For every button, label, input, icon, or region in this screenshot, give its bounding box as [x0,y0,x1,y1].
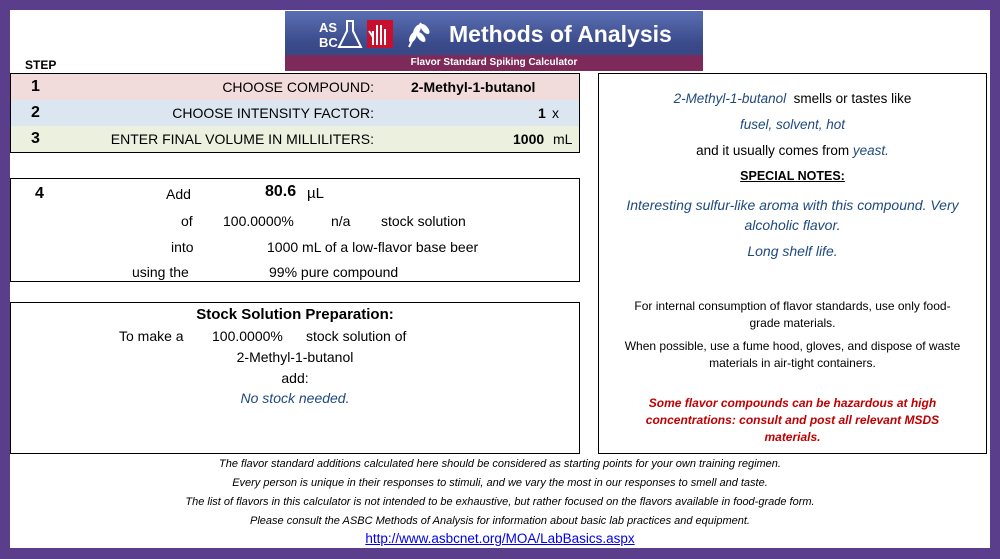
step-2-prompt: CHOOSE INTENSITY FACTOR: [172,105,374,121]
using-text: 99% pure compound [269,264,399,280]
of-stock-solution-text: stock solution [381,213,466,229]
footer-line-4: Please consult the ASBC Methods of Analysis for information about basic lab practices and equipment. [250,515,750,527]
banner-title: Methods of Analysis [449,21,672,47]
step-4-results-panel [10,178,580,282]
step-1-row [11,74,579,100]
hazard-warning-a: Some flavor compounds can be hazardous at high [648,396,937,410]
smells-text: smells or tastes like [793,91,912,106]
compound-info-panel [598,73,987,454]
step-2-row [11,100,579,126]
source-value: yeast. [852,143,889,158]
of-na-value: n/a [331,213,351,229]
add-amount-unit: µL [307,185,324,202]
step-1-prompt: CHOOSE COMPOUND: [222,79,374,95]
volume-unit: mL [553,131,573,147]
smells-line [599,91,986,106]
of-label: of [181,213,193,229]
flavor-descriptors: fusel, solvent, hot [739,117,846,132]
hazard-warning-c: materials. [764,430,821,444]
lab-basics-link[interactable]: http://www.asbcnet.org/MOA/LabBasics.aspx [365,531,635,546]
special-note-2: Long shelf life. [747,243,838,259]
step-3-number: 3 [31,130,40,147]
comes-from-text: and it usually comes from [696,143,850,158]
intensity-unit: x [552,105,559,121]
final-volume-input[interactable]: 1000 [513,131,545,147]
special-note-1a: Interesting sulfur-like aroma with this compound. Very [626,197,959,213]
steps-panel [10,73,580,153]
footer-line-1: The flavor standard additions calculated here should be considered as starting points for your own training regimen. [219,458,781,470]
step-3-row [11,126,579,152]
using-label: using the [132,264,189,280]
hazard-warning-b: concentrations: consult and post all relevant MSDS [645,413,940,427]
footer-line-2: Every person is unique in their responses to stimuli, and we vary the most in our responses to smell and taste. [232,477,768,489]
svg-text:BC: BC [319,35,338,50]
asbc-logo [317,17,441,51]
svg-text:AS: AS [319,20,338,35]
compound-select[interactable]: 2-Methyl-1-butanol [411,79,536,95]
into-label: into [171,239,194,255]
stock-title: Stock Solution Preparation: [196,306,394,323]
stock-percent-value: 100.0000% [212,328,283,344]
stock-solution-of-text: stock solution of [306,328,407,344]
footer-link-row [10,531,990,546]
intensity-factor-select[interactable]: 1 [538,105,546,121]
add-amount-value: 80.6 [265,183,297,200]
special-notes-header: SPECIAL NOTES: [740,169,845,183]
header-banner [285,11,703,71]
info-compound-name: 2-Methyl-1-butanol [673,91,787,106]
stock-result-text: No stock needed. [240,390,350,406]
step-2-number: 2 [31,104,40,121]
banner-subtitle: Flavor Standard Spiking Calculator [285,55,703,71]
stock-add-label: add: [281,370,309,386]
step-3-prompt: ENTER FINAL VOLUME IN MILLILITERS: [110,131,374,147]
add-label: Add [166,186,191,202]
source-line [599,143,986,158]
safety-note-2a: When possible, use a fume hood, gloves, and dispose of waste [624,339,961,353]
of-percent-value: 100.0000% [223,213,294,229]
safety-note-1a: For internal consumption of flavor standards, use only food- [634,299,951,313]
into-text: 1000 mL of a low-flavor base beer [267,239,479,255]
stock-compound: 2-Methyl-1-butanol [236,349,354,365]
step-4-number: 4 [35,185,44,202]
step-1-number: 1 [31,78,40,95]
special-note-1b: alcoholic flavor. [744,217,841,233]
step-column-header: STEP [25,58,57,72]
safety-note-2b: materials in air-tight containers. [709,356,876,370]
stock-solution-panel [10,302,580,454]
footer-line-3: The list of flavors in this calculator is not intended to be exhaustive, but rather focused on the flavors available in food-grade form. [185,496,815,508]
calculator-sheet [10,10,990,548]
stock-to-make-label: To make a [119,328,184,344]
safety-note-1b: grade materials. [749,316,836,330]
